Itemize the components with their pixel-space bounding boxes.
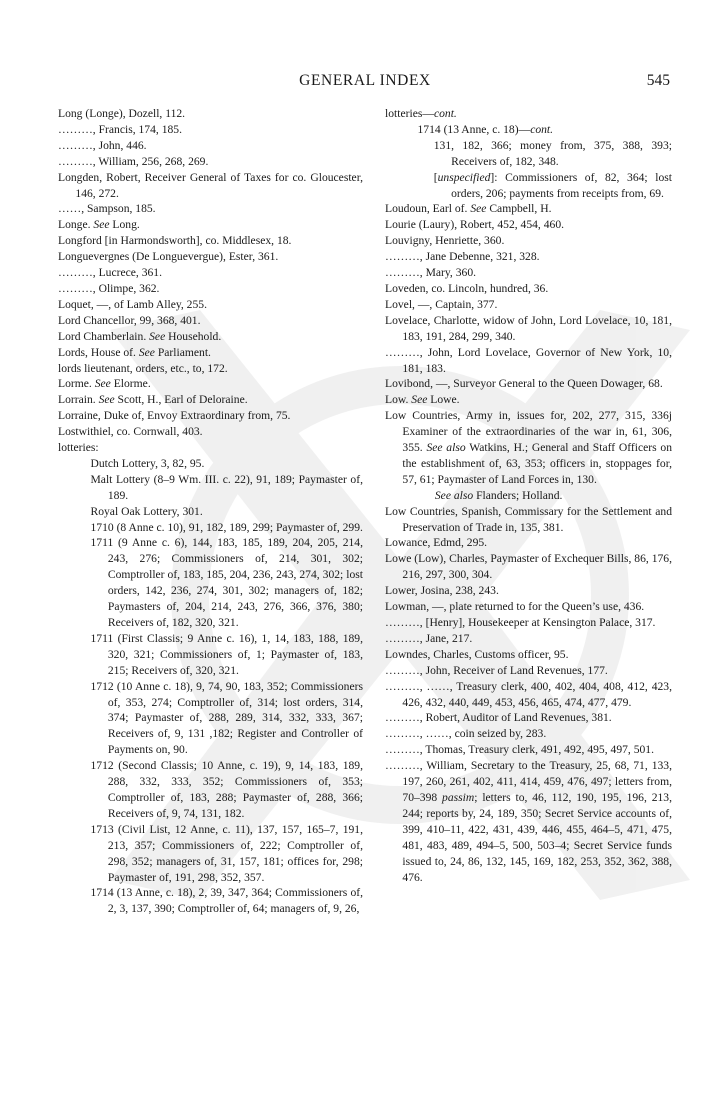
index-entry: Royal Oak Lottery, 301.	[90, 504, 203, 518]
index-entry: Dutch Lottery, 3, 82, 95.	[90, 456, 205, 470]
index-entry: 1712 (10 Anne c. 18), 9, 74, 90, 183, 352; Commissioners of, 353, 274; Comptroller of, 314; lost orders, 314, 374; Paymaster of, 288, 289, 314, 332, 333, 367; Receivers of, 9, 131 ,182; Register and Controller of Payments on, 90.	[90, 679, 363, 757]
index-column-left	[58, 106, 363, 917]
index-entry: 1714 (13 Anne, c. 18)—cont.	[417, 122, 554, 136]
index-entry: ………, Jane Debenne, 321, 328.	[385, 250, 540, 264]
index-entry: 1714 (13 Anne, c. 18), 2, 39, 347, 364; Commissioners of, 2, 3, 137, 390; Comptroller of, 64; managers of, 9, 26,	[90, 886, 363, 916]
index-entry: ………, John, Lord Lovelace, Governor of New York, 10, 181, 183.	[385, 345, 672, 375]
index-entry: Lower, Josina, 238, 243.	[385, 584, 499, 598]
index-entry: [unspecified]: Commissioners of, 82, 364; lost orders, 206; payments from receipts from, 69.	[433, 170, 672, 200]
page-title: GENERAL INDEX	[299, 72, 431, 89]
index-entry: Lovelace, Charlotte, widow of John, Lord Lovelace, 10, 181, 183, 191, 284, 299, 340.	[385, 313, 672, 343]
index-entry: Louvigny, Henriette, 360.	[385, 234, 505, 248]
index-entry: Longden, Robert, Receiver General of Taxes for co. Gloucester, 146, 272.	[58, 170, 363, 200]
index-entry: Lostwithiel, co. Cornwall, 403.	[58, 425, 203, 439]
index-entry: ………, ……, coin seized by, 283.	[385, 727, 547, 741]
page-header	[60, 72, 670, 94]
index-entry: Long (Longe), Dozell, 112.	[58, 107, 186, 120]
index-entry: ………, Lucrece, 361.	[58, 266, 162, 280]
index-entry: 1713 (Civil List, 12 Anne, c. 11), 137, 157, 165–7, 191, 213, 357; Commissioners of, 222; Comptroller of, 298, 352; managers of, 31, 157, 181; offices for, 298; Paymaster of, 191, 298, 352, 357.	[90, 822, 363, 884]
index-entry: Longuevergnes (De Longuevergue), Ester, 361.	[58, 250, 279, 264]
index-entry: Loudoun, Earl of. See Campbell, H.	[385, 202, 552, 216]
index-entry: 1711 (First Classis; 9 Anne c. 16), 1, 14, 183, 188, 189, 320, 321; Commissioners of, 1; Paymaster of, 183, 215; Receivers of, 320, 321.	[90, 631, 363, 677]
index-entry: ………, Jane, 217.	[385, 631, 473, 645]
index-entry: ………, ……, Treasury clerk, 400, 402, 404, 408, 412, 423, 426, 432, 440, 449, 453, 456, 465, 474, 477, 479.	[385, 679, 672, 709]
index-entry: ………, John, Receiver of Land Revenues, 177.	[385, 663, 608, 677]
index-entry: ………, Francis, 174, 185.	[58, 122, 182, 136]
index-entry: Lord Chamberlain. See Household.	[58, 329, 222, 343]
index-entry: 131, 182, 366; money from, 375, 388, 393; Receivers of, 182, 348.	[433, 138, 672, 168]
index-entry: Lowance, Edmd, 295.	[385, 536, 488, 550]
index-entry: Lowndes, Charles, Customs officer, 95.	[385, 647, 569, 661]
index-entry: lotteries—cont.	[385, 107, 457, 120]
index-entry: ………, Mary, 360.	[385, 266, 477, 280]
index-entry: ………, William, 256, 268, 269.	[58, 154, 209, 168]
index-entry: Loveden, co. Lincoln, hundred, 36.	[385, 281, 549, 295]
index-entry: Lorrain. See Scott, H., Earl of Deloraine.	[58, 393, 248, 407]
index-entry: Longford [in Harmondsworth], co. Middlesex, 18.	[58, 234, 292, 248]
index-entry: ………, John, 446.	[58, 138, 147, 152]
index-entry: Lovel, —, Captain, 377.	[385, 297, 498, 311]
index-entry: lords lieutenant, orders, etc., to, 172.	[58, 361, 228, 375]
index-entry: ………, William, Secretary to the Treasury, 25, 68, 71, 133, 197, 260, 261, 402, 411, 414, 459, 476, 497; letters from, 70–398 passim; letters to, 46, 112, 190, 195, 196, 213, 244; reports by, 24, 189, 350; Secret Service accounts of, 399, 410–11, 422, 431, 439, 446, 455, 464–5, 471, 475, 481, 483, 489, 494–5, 500, 503–4; Secret Service funds issued to, 24, 86, 132, 145, 169, 182, 253, 352, 362, 388, 476.	[385, 759, 672, 884]
index-entry: Lords, House of. See Parliament.	[58, 345, 211, 359]
index-entry: 1711 (9 Anne c. 6), 144, 183, 185, 189, 204, 205, 214, 243, 276; Commissioners of, 214, 301, 302; Comptroller of, 183, 185, 204, 236, 243, 274, 302; lost orders, 142, 236, 274, 301, 302; managers of, 182; Paymasters of, 204, 214, 243, 276, 366, 376, 380; Receivers of, 182, 320, 321.	[90, 536, 363, 629]
index-entry: ……, Sampson, 185.	[58, 202, 156, 216]
index-entry: Lorraine, Duke of, Envoy Extraordinary from, 75.	[58, 409, 291, 423]
index-entry: Lowe (Low), Charles, Paymaster of Exchequer Bills, 86, 176, 216, 297, 300, 304.	[385, 552, 672, 582]
index-entry: Lourie (Laury), Robert, 452, 454, 460.	[385, 218, 565, 232]
index-entry: 1710 (8 Anne c. 10), 91, 182, 189, 299; Paymaster of, 299.	[90, 520, 363, 534]
page-number: 545	[646, 72, 670, 89]
index-entry: ………, Thomas, Treasury clerk, 491, 492, 495, 497, 501.	[385, 743, 655, 757]
index-entry: Lord Chancellor, 99, 368, 401.	[58, 313, 201, 327]
index-entry: 1712 (Second Classis; 10 Anne, c. 19), 9, 14, 183, 189, 288, 332, 333, 352; Commissioners of, 353; Comptroller of, 183, 288; Paymaster of, 288, 366; Receivers of, 9, 74, 131, 182.	[90, 759, 363, 820]
index-entry: Loquet, —, of Lamb Alley, 255.	[58, 297, 207, 311]
index-entry: ………, [Henry], Housekeeper at Kensington Palace, 317.	[385, 616, 656, 629]
index-entry: See also Flanders; Holland.	[434, 488, 563, 502]
index-entry: Longe. See Long.	[58, 218, 140, 232]
index-entry: ………, Olimpe, 362.	[58, 281, 160, 295]
index-entry: ………, Robert, Auditor of Land Revenues, 381.	[385, 711, 612, 725]
index-entry: Low. See Lowe.	[385, 393, 460, 407]
index-entry: Lowman, —, plate returned to for the Queen’s use, 436.	[385, 600, 645, 614]
index-column-right	[385, 106, 672, 885]
index-entry: Low Countries, Army in, issues for, 202, 277, 315, 336j Examiner of the extraordinaries of the war in, 61, 306, 355. See also Watkins, H.; General and Staff Officers on the establishment of, 63, 353; officers in, stoppages for, 57, 61; Paymaster of Land Forces in, 130.	[385, 409, 672, 486]
index-entry: Lorme. See Elorme.	[58, 377, 151, 391]
index-entry: Malt Lottery (8–9 Wm. III. c. 22), 91, 189; Paymaster of, 189.	[90, 472, 363, 502]
index-entry: Lovibond, —, Surveyor General to the Queen Dowager, 68.	[385, 377, 663, 391]
index-entry: Low Countries, Spanish, Commissary for the Settlement and Preservation of Trade in, 135, 381.	[385, 504, 672, 534]
index-entry: lotteries:	[58, 441, 99, 455]
